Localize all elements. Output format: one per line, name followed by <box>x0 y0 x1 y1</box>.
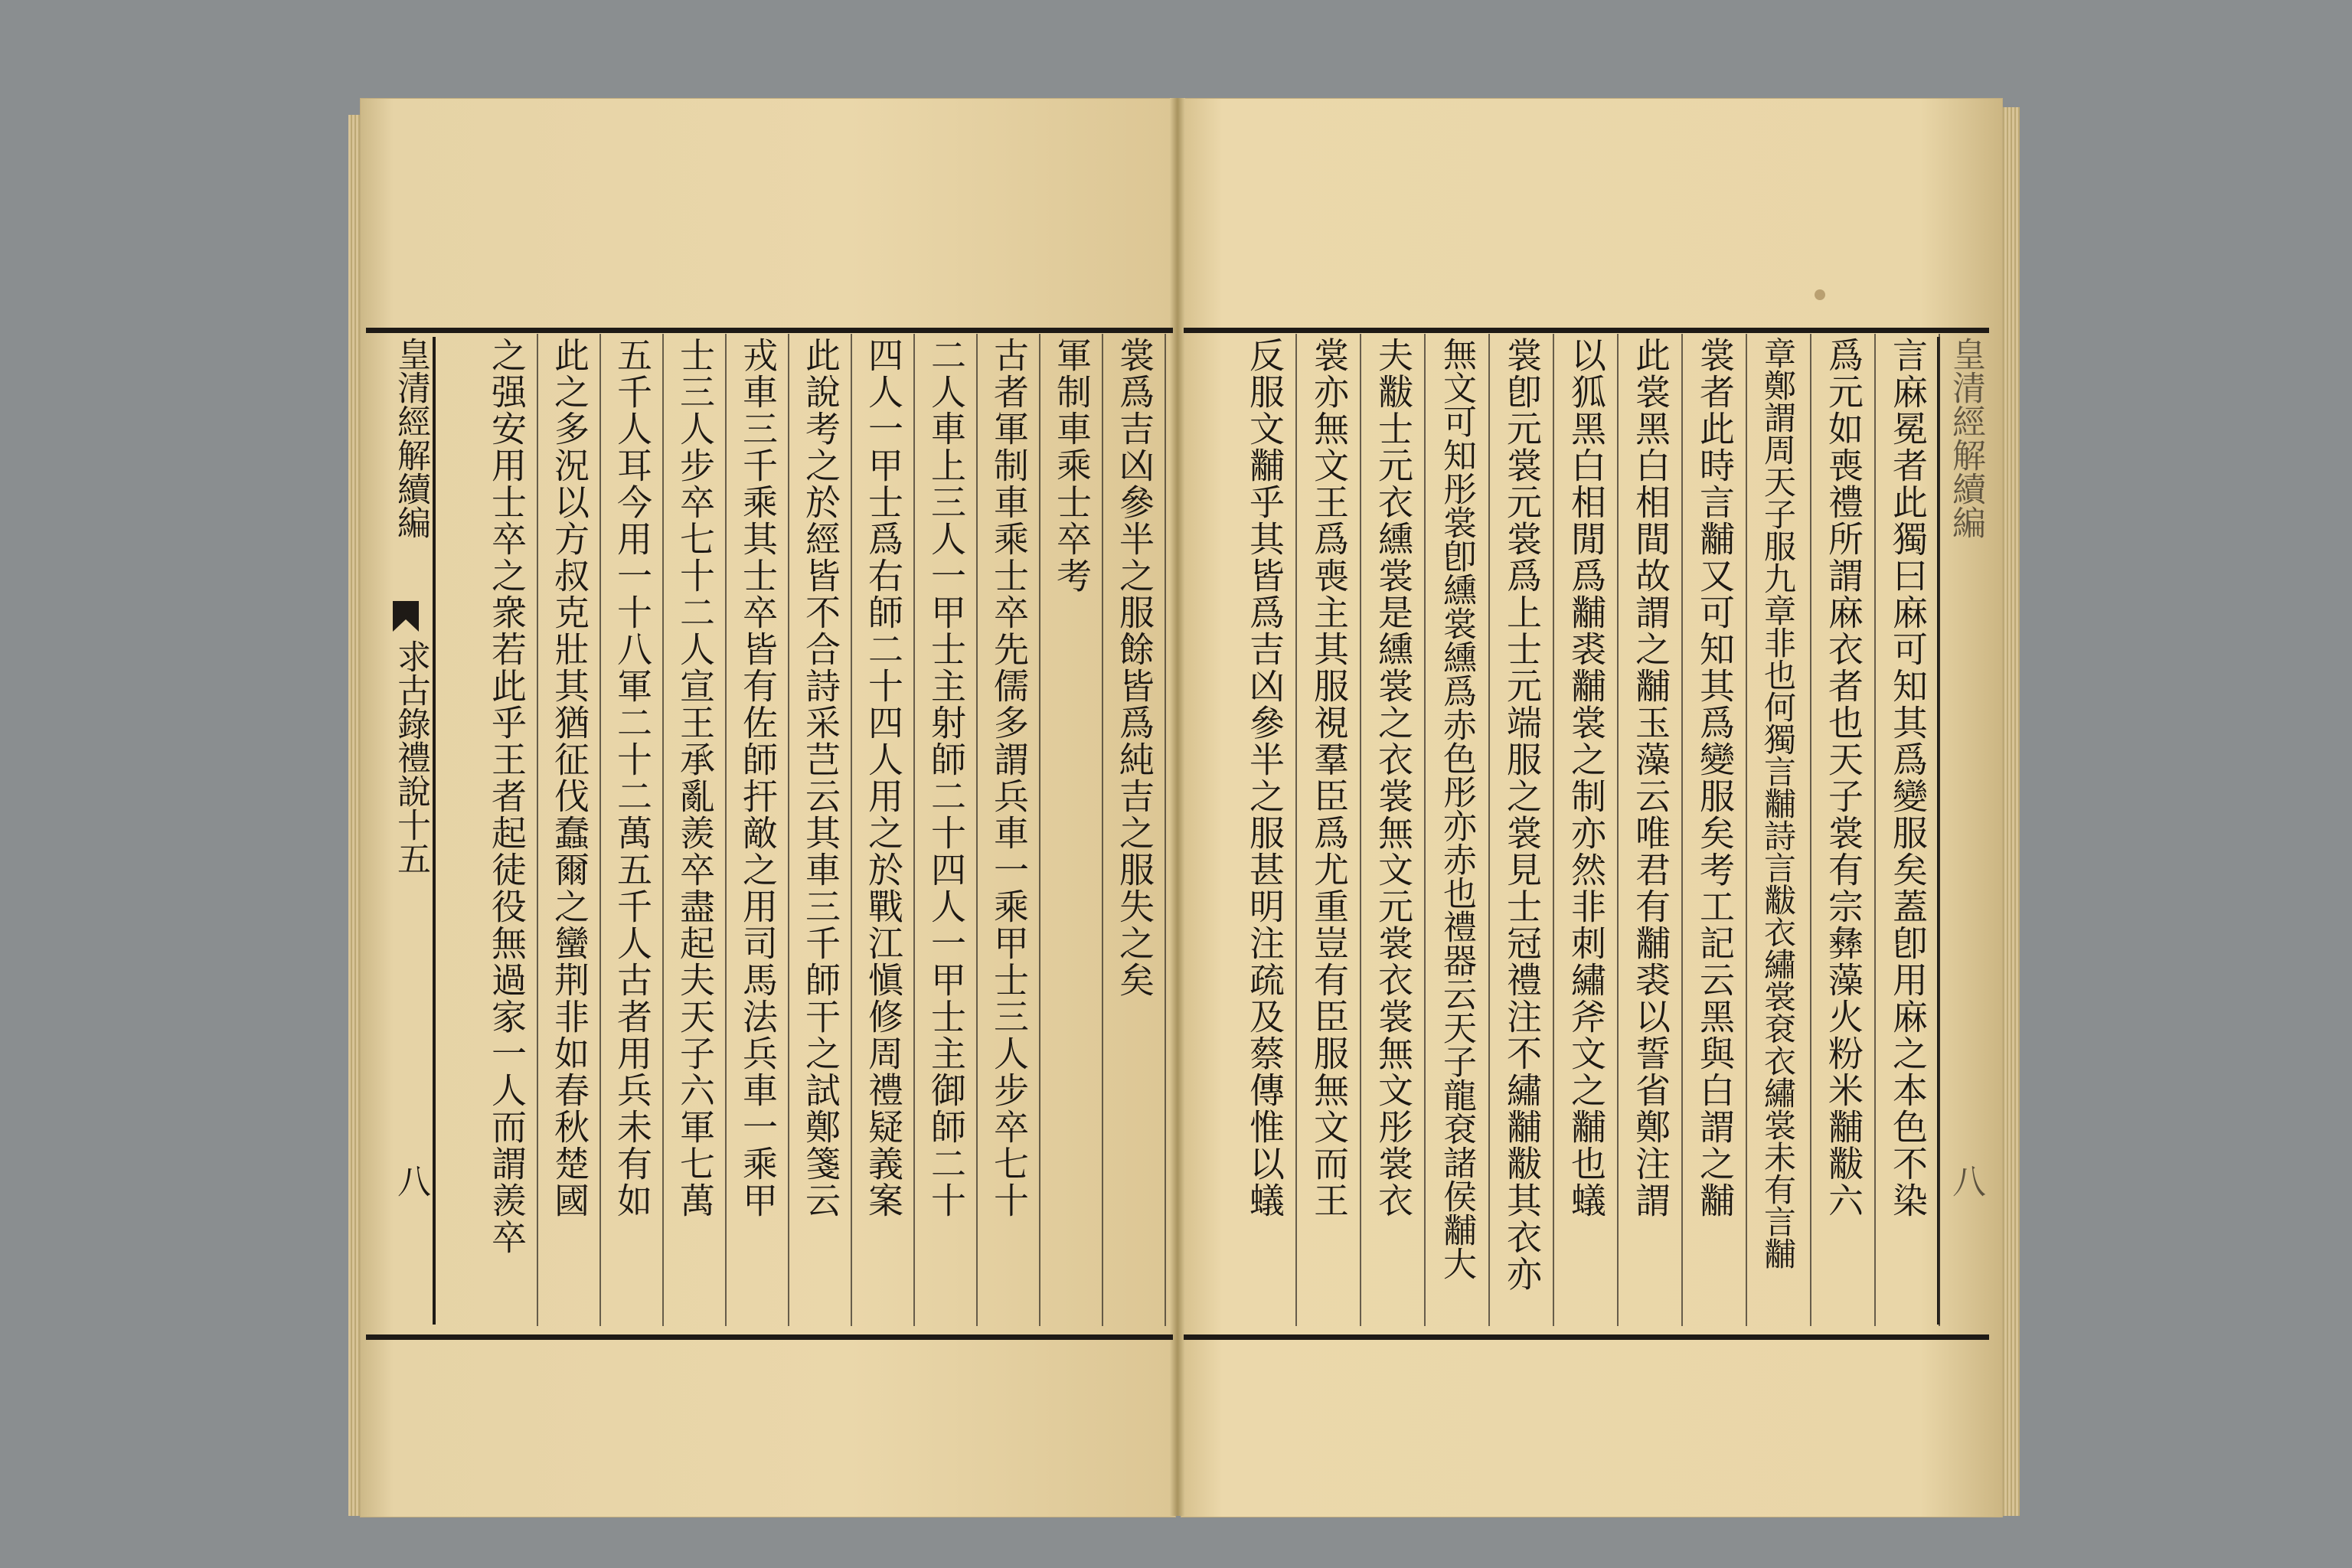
left_page-column-6: 此說考之於經皆不合詩采芑云其車三千師干之試鄭箋云 <box>800 337 841 1219</box>
column-rule <box>599 334 601 1326</box>
right_page-column-10: 裳亦無文王爲喪主其服視羣臣爲尤重豈有臣服無文而王 <box>1308 337 1350 1219</box>
column-rule <box>1553 334 1554 1326</box>
column-rule <box>1102 334 1103 1326</box>
column-rule <box>1039 334 1040 1326</box>
right_page-column-4: 裳者此時言黼又可知其爲變服矣考工記云黑與白謂之黼 <box>1694 337 1736 1219</box>
fold-margin-page-number: 八 <box>1946 1164 1985 1197</box>
column-rule <box>1681 334 1683 1326</box>
right_page-column-7: 裳卽元裳元裳爲上士元端服之裳見士冠禮注不繡黼黻其衣亦 <box>1501 337 1543 1292</box>
paper-stain <box>1815 289 1825 300</box>
right_page-column-2: 爲元如喪禮所謂麻衣者也天子裳有宗彝藻火粉米黼黻六 <box>1823 337 1864 1219</box>
fishtail-mark <box>393 601 419 632</box>
column-rule <box>725 334 727 1326</box>
right_page-column-1: 言麻冕者此獨曰麻可知其爲變服矣蓋卽用麻之本色不染 <box>1887 337 1929 1219</box>
column-rule <box>1939 334 1940 1326</box>
fold-margin-page-number: 八 <box>391 1164 430 1197</box>
left-fold-margin <box>387 337 436 1325</box>
right-fold-margin <box>1937 337 1986 1325</box>
column-rule <box>1424 334 1426 1326</box>
left_page-column-8: 士三人步卒七十二人宣王承亂羨卒盡起夫天子六軍七萬 <box>675 337 716 1219</box>
column-rule <box>788 334 789 1326</box>
right_page-column-9: 夫黻士元衣纁裳是纁裳之衣裳無文元裳衣裳無文彤裳衣 <box>1373 337 1414 1219</box>
column-rule <box>1295 334 1297 1326</box>
column-rule <box>851 334 852 1326</box>
column-rule <box>1874 334 1876 1326</box>
column-rule <box>1360 334 1361 1326</box>
column-rule <box>1617 334 1619 1326</box>
left_page-column-3: 古者軍制車乘士卒先儒多謂兵車一乘甲士三人步卒七十 <box>988 337 1030 1219</box>
fold-margin-title: 皇清經解續編 <box>391 337 430 539</box>
left_page-column-4: 二人車上三人一甲士主射師二十四人一甲士主御師二十 <box>926 337 967 1219</box>
column-rule <box>537 334 538 1326</box>
right_page-column-3: 章鄭謂周天子服九章非也何獨言黼詩言黻衣繡裳袞衣繡裳未有言黼 <box>1759 337 1797 1269</box>
left_page-column-10: 此之多況以方叔克壯其猶征伐蠢爾之蠻荆非如春秋楚國 <box>549 337 590 1219</box>
fold-margin-title: 皇清經解續編 <box>1946 337 1985 539</box>
right_page-column-5: 此裳黑白相間故謂之黼玉藻云唯君有黼裘以誓省鄭注謂 <box>1630 337 1671 1219</box>
column-rule <box>1165 334 1166 1326</box>
column-rule <box>1746 334 1747 1326</box>
left_page-column-1: 裳爲吉凶參半之服餘皆爲純吉之服失之矣 <box>1114 337 1155 998</box>
column-rule <box>662 334 664 1326</box>
right_page-column-6: 以狐黑白相閒爲黼裘黼裳之制亦然非刺繡斧文之黼也蟻 <box>1566 337 1607 1219</box>
column-rule <box>1810 334 1811 1326</box>
column-rule <box>1488 334 1490 1326</box>
left_page-column-7: 戎車三千乘其士卒皆有佐師扞敵之用司馬法兵車一乘甲 <box>737 337 779 1219</box>
left_page-column-5: 四人一甲士爲右師二十四人用之於戰江愼修周禮疑義案 <box>863 337 904 1219</box>
left_page-column-11: 之强安用士卒之衆若此乎王者起徒役無過家一人而謂羨卒 <box>486 337 528 1256</box>
left_page-column-2: 軍制車乘士卒考 <box>1051 337 1093 594</box>
right_page-column-8: 無文可知彤裳卽纁裳纁爲赤色彤亦赤也禮器云天子龍袞諸侯黼大 <box>1437 337 1476 1280</box>
fold-margin-section: 求古錄禮說十五 <box>391 639 430 875</box>
left_page-column-9: 五千人耳今用一十八軍二十二萬五千人古者用兵未有如 <box>612 337 653 1219</box>
right_page-column-11: 反服文黼乎其皆爲吉凶參半之服甚明注疏及蔡傳惟以蟻 <box>1244 337 1285 1219</box>
column-rule <box>976 334 978 1326</box>
column-rule <box>913 334 915 1326</box>
